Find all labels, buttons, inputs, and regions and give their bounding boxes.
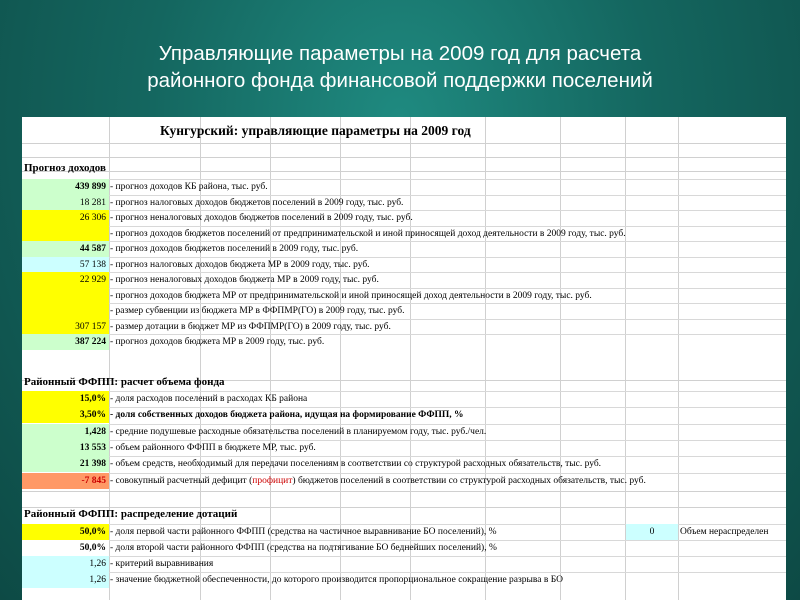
section-fund-volume: Районный ФФПП: расчет объема фонда (24, 376, 225, 388)
income-description: - прогноз неналоговых доходов бюджета МР в 2009 году, тыс. руб. (110, 275, 379, 285)
fund-row (22, 456, 786, 472)
fund-row (22, 391, 786, 407)
income-description: - размер субвенции из бюджета МР в ФФПМР(ГО) в 2009 году, тыс. руб. (110, 306, 405, 316)
income-description: - прогноз налоговых доходов бюджета МР в 2009 году, тыс. руб. (110, 259, 370, 270)
fund-description: - доля собственных доходов бюджета района, идущая на формирование ФФПП, % (110, 410, 464, 421)
dist-value-cell[interactable]: 50,0% (22, 524, 109, 540)
income-row (22, 226, 786, 242)
slide-title (0, 40, 800, 94)
income-description: - прогноз налоговых доходов бюджетов поселений в 2009 году, тыс. руб. (110, 197, 404, 208)
income-row (22, 319, 786, 335)
sheet-title: Кунгурский: управляющие параметры на 2009 год (160, 123, 471, 138)
dist-row (22, 540, 786, 556)
income-row (22, 195, 786, 211)
income-description: - прогноз доходов бюджета МР в 2009 году, тыс. руб. (110, 337, 325, 347)
income-value-cell[interactable] (22, 226, 109, 242)
fund-row (22, 407, 786, 423)
unallocated-value-cell[interactable]: 0 (626, 524, 678, 540)
income-row (22, 288, 786, 304)
slide-title-line-1: Управляющие параметры на 2009 год для расчета (158, 42, 642, 65)
dist-value-cell[interactable]: 1,26 (22, 556, 109, 572)
income-value-cell[interactable]: 22 929 (22, 272, 109, 288)
fund-description (110, 473, 646, 489)
fund-value-cell[interactable]: 3,50% (22, 407, 109, 423)
deficit-description-start: - совокупный расчетный дефицит ( (110, 475, 253, 486)
fund-value-cell[interactable]: 21 398 (22, 456, 109, 472)
fund-value-cell[interactable]: 15,0% (22, 391, 109, 407)
income-value-cell[interactable]: 26 306 (22, 210, 109, 226)
fund-description: - объем районного ФФПП в бюджете МР, тыс. руб. (110, 442, 316, 453)
spreadsheet (22, 117, 786, 600)
income-description: - размер дотации в бюджет МР из ФФПМР(ГО) в 2009 году, тыс. руб. (110, 321, 391, 332)
dist-description: - доля первой части районного ФФПП (средства на частичное выравнивание БО поселений), % (110, 527, 497, 537)
income-description: - прогноз доходов КБ района, тыс. руб. (110, 182, 268, 192)
income-value-cell[interactable]: 387 224 (22, 334, 109, 350)
dist-description: - значение бюджетной обеспеченности, до которого производится пропорциональное сокращение разрыва в БО (110, 575, 563, 585)
income-value-cell[interactable]: 439 899 (22, 179, 109, 195)
income-value-cell[interactable]: 18 281 (22, 195, 109, 211)
income-value-cell[interactable] (22, 288, 109, 304)
dist-description: - доля второй части районного ФФПП (средства на подтягивание БО беднейших поселений), % (110, 543, 497, 553)
income-value-cell[interactable]: 57 138 (22, 257, 109, 273)
slide-title-line-2: районного фонда финансовой поддержки поселений (147, 69, 653, 92)
fund-row (22, 473, 786, 489)
section-income-forecast: Прогноз доходов (24, 162, 106, 174)
fund-description: - объем средств, необходимый для передачи поселениям в соответствии со структурой расходных обязательств, тыс. руб. (110, 459, 602, 470)
income-row (22, 272, 786, 288)
income-value-cell[interactable] (22, 303, 109, 319)
surplus-word: профицит (252, 475, 293, 486)
dist-row (22, 572, 786, 588)
fund-row (22, 440, 786, 456)
income-value-cell[interactable]: 44 587 (22, 241, 109, 257)
income-description: - прогноз доходов бюджетов поселений в 2009 году, тыс. руб. (110, 244, 359, 254)
fund-description: - доля расходов поселений в расходах КБ района (110, 394, 308, 404)
fund-value-cell[interactable]: 1,428 (22, 424, 109, 440)
dist-description: - критерий выравнивания (110, 559, 214, 569)
income-description: - прогноз доходов бюджета МР от предпринимательской и иной приносящей доход деятельности в 2009 году, тыс. руб. (110, 290, 592, 301)
income-row (22, 241, 786, 257)
section-distribution: Районный ФФПП: распределение дотаций (24, 508, 238, 520)
income-description: - прогноз доходов бюджетов поселений от предпринимательской и иной приносящей доход деятельности в 2009 году, тыс. руб. (110, 228, 626, 239)
fund-value-cell[interactable]: -7 845 (22, 473, 109, 489)
dist-value-cell[interactable]: 1,26 (22, 572, 109, 588)
income-row (22, 334, 786, 350)
fund-value-cell[interactable]: 13 553 (22, 440, 109, 456)
income-row (22, 210, 786, 226)
income-row (22, 257, 786, 273)
fund-row (22, 424, 786, 440)
income-row (22, 179, 786, 195)
dist-value-cell[interactable]: 50,0% (22, 540, 109, 556)
income-row (22, 303, 786, 319)
income-description: - прогноз неналоговых доходов бюджетов поселений в 2009 году, тыс. руб. (110, 213, 413, 223)
fund-description: - средние подушевые расходные обязательства поселений в планируемом году, тыс. руб./чел. (110, 426, 487, 437)
dist-row (22, 556, 786, 572)
income-value-cell[interactable]: 307 157 (22, 319, 109, 335)
unallocated-volume-label: Объем нераспределен (680, 527, 769, 537)
deficit-description-end: ) бюджетов поселений в соответствии со структурой расходных обязательств, тыс. руб. (292, 475, 646, 486)
